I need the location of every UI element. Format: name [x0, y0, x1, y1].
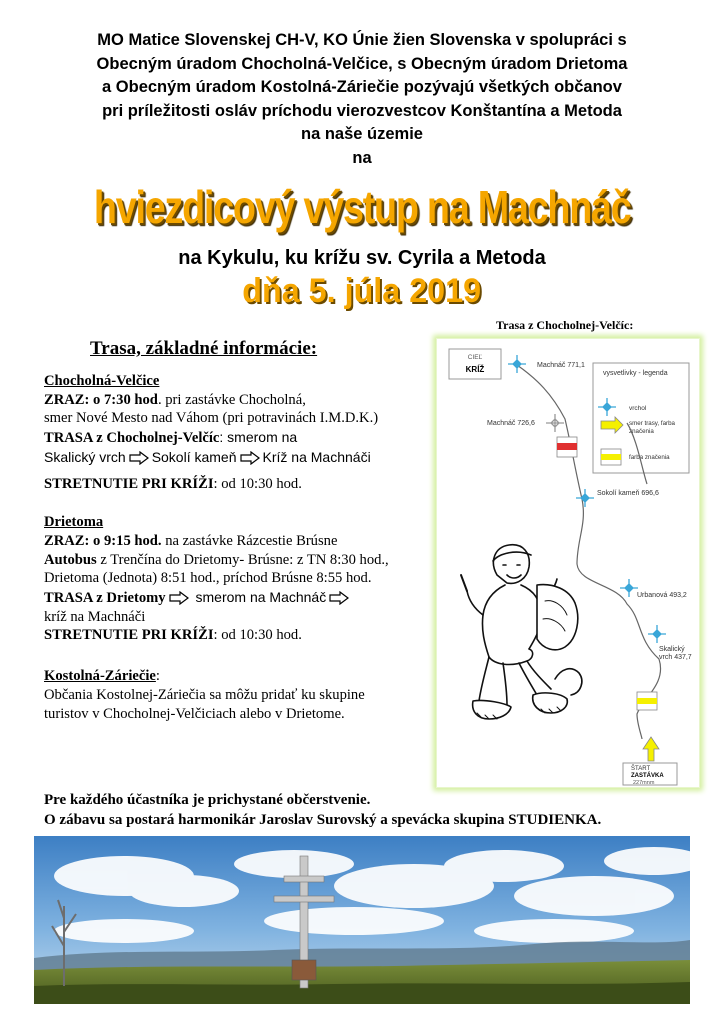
route-point: Kríž na Machnáči [262, 448, 371, 465]
route-map-svg [437, 339, 699, 787]
legend-mark-icon [601, 449, 621, 465]
peak-label: Machnáč 771,1 [537, 362, 585, 369]
red-trail-mark [557, 437, 577, 457]
intro-line: pri príležitosti osláv príchodu vierozvestcov Konštantína a Metoda [102, 101, 622, 120]
landscape-photo [34, 836, 690, 1004]
chocholna-zraz-label: ZRAZ: o 7:30 hod [44, 391, 158, 408]
chocholna-heading: Chocholná-Velčice [44, 373, 160, 389]
arrow-right-icon [240, 451, 260, 465]
event-headline-wrap [0, 180, 724, 234]
event-date: dňa 5. júla 2019 [242, 272, 482, 310]
peak-label: vrch 437,7 [659, 654, 692, 661]
hiker-illustration [461, 545, 582, 719]
arrow-right-icon [169, 591, 189, 605]
section-title: Trasa, základné informácie: [90, 338, 318, 359]
peak-label: Urbanová 493,2 [637, 592, 687, 599]
route-map [436, 338, 700, 788]
foreground-grass [34, 982, 690, 1004]
legend-peak: vrchol [629, 405, 647, 412]
target-name: KRÍŽ [465, 365, 485, 374]
drietoma-bus-label: Autobus [44, 551, 97, 568]
direction-arrow-icon [643, 737, 659, 761]
drietoma-trasa-text: smerom na Machnáč [191, 589, 327, 606]
legend-mark: farba značenia [629, 454, 670, 461]
kostolna-colon: : [155, 668, 160, 685]
event-headline: hviezdicový výstup na Machnáč [93, 181, 631, 233]
route-info [44, 372, 464, 741]
peak-label: Skalický [659, 646, 685, 653]
kostolna-line1: Občania Kostolnej-Záriečia sa môžu pridať ku skupine [44, 686, 365, 703]
drietoma-zraz-text: na zastávke Rázcestie Brúsne [161, 532, 338, 549]
invitation-intro [20, 29, 704, 170]
intro-line: na naše územie [301, 125, 423, 143]
peak-icon [546, 414, 564, 432]
event-date-wrap [0, 272, 724, 311]
intro-line: MO Matice Slovenskej CH-V, KO Únie žien Slovenska v spolupráci s [97, 31, 627, 49]
map-caption: Trasa z Chocholnej-Velčíc: [496, 318, 634, 332]
drietoma-meet-label: STRETNUTIE PRI KRÍŽI [44, 627, 214, 644]
drietoma-heading: Drietoma [44, 514, 104, 531]
intro-line: na [352, 148, 372, 167]
drietoma-meet-text: : od 10:30 hod. [213, 627, 302, 644]
drietoma-zraz-label: ZRAZ: o 9:15 hod. [44, 532, 162, 549]
kostolna-heading: Kostolná-Záriečie [44, 668, 156, 685]
start-label: ŠTART [631, 766, 651, 772]
drietoma-trasa-label: TRASA z Drietomy [44, 590, 166, 607]
drietoma-bus-text: z Trenčína do Drietomy- Brúsne: z TN 8:30 hod., [96, 551, 389, 568]
chocholna-block [44, 372, 464, 493]
kostolna-block [44, 667, 464, 723]
arrow-right-icon [129, 451, 149, 465]
peak-icon [620, 579, 638, 597]
peak-icon [648, 625, 666, 643]
legend-title: vysvetlivky - legenda [603, 370, 668, 377]
chocholna-meet-label: STRETNUTIE PRI KRÍŽI [44, 475, 214, 492]
footer-line1: Pre každého účastníka je prichystané občerstvenie. [44, 792, 371, 808]
drietoma-bus-line2: Drietoma (Jednota) 8:51 hod., príchod Brúsne 8:55 hod. [44, 570, 372, 587]
peak-label: Sokolí kameň 696,6 [597, 490, 659, 497]
drietoma-block [44, 513, 464, 645]
drietoma-trasa-line2: kríž na Machnáči [44, 608, 146, 625]
start-elevation: 227mnm [633, 780, 655, 786]
start-name: ZASTÁVKA [631, 773, 664, 779]
peak-icon [576, 489, 594, 507]
chocholna-trasa-text: : smerom na [219, 429, 298, 446]
chocholna-meet-text: : od 10:30 hod. [213, 475, 302, 492]
event-subtitle: na Kykulu, ku krížu sv. Cyrila a Metoda [178, 247, 546, 269]
intro-line: a Obecným úradom Kostolná-Záriečie pozývajú všetkých občanov [102, 78, 622, 96]
chocholna-zraz-text: . pri zastávke Chocholná, [157, 391, 306, 408]
legend-route-1: smer trasy, farba [629, 420, 675, 427]
route-point: Skalický vrch [44, 448, 126, 465]
target-label: CIEĽ [467, 354, 483, 361]
route-point: Sokolí kameň [151, 448, 237, 465]
footer [44, 790, 601, 830]
arrow-right-icon [329, 591, 349, 605]
footer-line2: O zábavu sa postará harmonikár Jaroslav Surovský a spevácka skupina STUDIENKA. [44, 812, 602, 828]
kostolna-line2: turistov v Chocholnej-Velčiciach alebo v Drietome. [44, 705, 345, 722]
chocholna-trasa-label: TRASA z Chocholnej-Velčíc [44, 430, 220, 447]
intro-line: Obecným úradom Chocholná-Velčice, s Obecným úradom Drietoma [96, 54, 628, 73]
legend-route-2: značenia [629, 428, 654, 435]
chocholna-zraz-line2: smer Nové Mesto nad Váhom (pri potravinách I.M.D.K.) [44, 410, 379, 427]
yellow-trail-mark [637, 692, 657, 710]
peak-label: Machnáč 726,6 [487, 420, 535, 427]
